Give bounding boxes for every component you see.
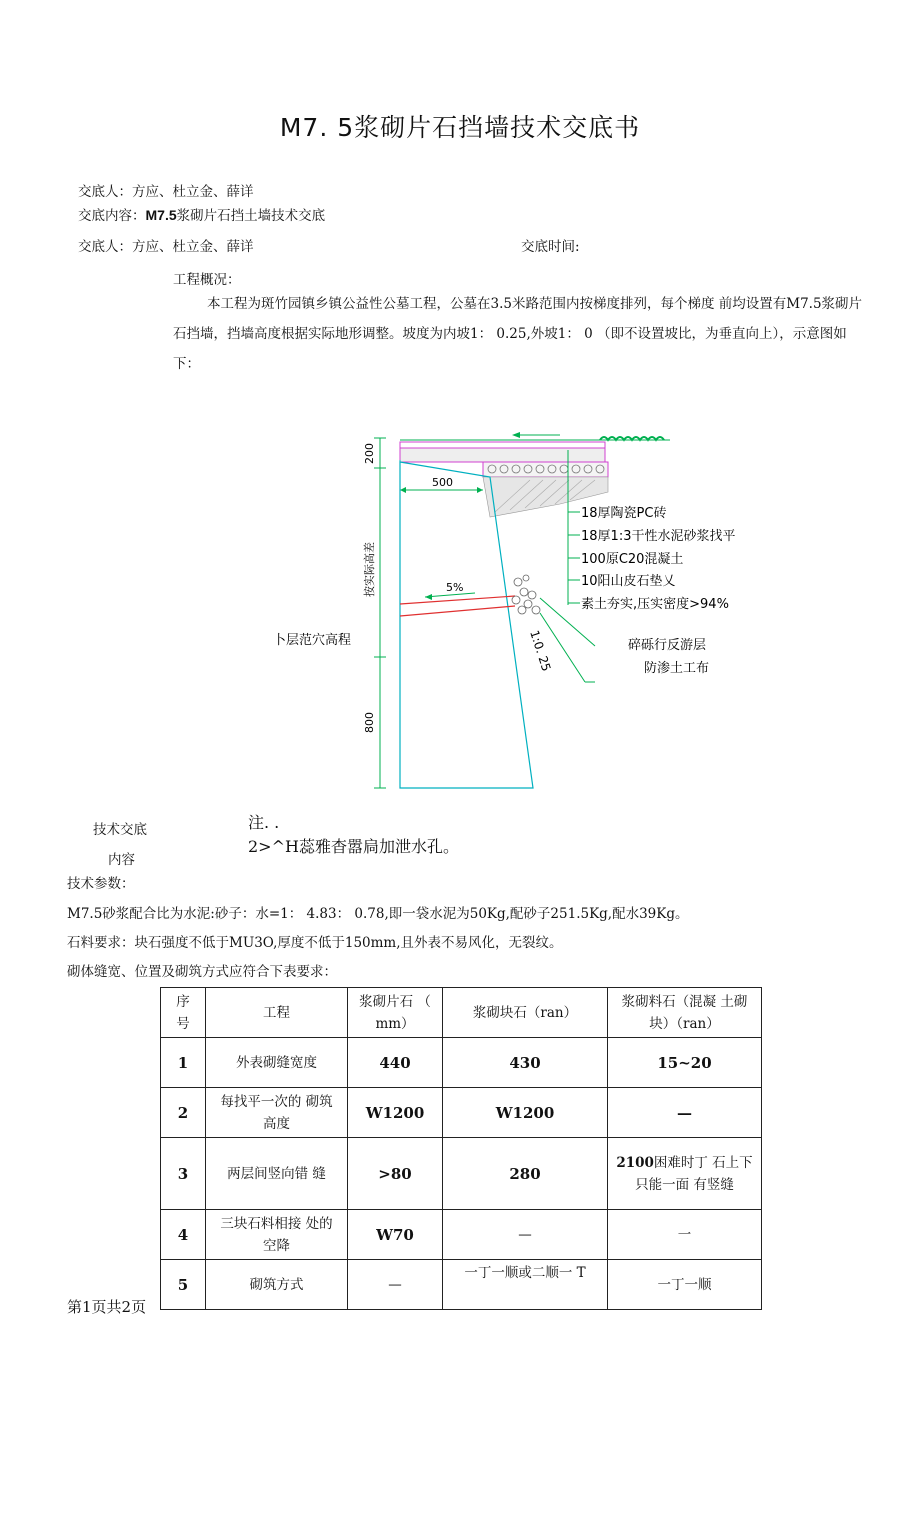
table-cell: 280 xyxy=(443,1138,608,1210)
table-cell: — xyxy=(443,1210,608,1260)
dim-height-label: 按实际高差 xyxy=(363,542,376,597)
table-cell: 一 xyxy=(608,1210,762,1260)
table-row xyxy=(161,1038,762,1088)
table-cell: W1200 xyxy=(443,1088,608,1138)
table-cell: 砌筑方式 xyxy=(206,1260,348,1310)
table-header: 浆砌料石（混凝 土砌 块）（ran） xyxy=(608,988,762,1038)
params-heading: 技术参数： xyxy=(67,876,135,892)
table-header: 浆砌片石 （ mm） xyxy=(348,988,443,1038)
table-cell: 430 xyxy=(443,1038,608,1088)
table-cell-bold: 2100 xyxy=(616,1154,654,1171)
table-cell: 15~20 xyxy=(608,1038,762,1088)
table-row xyxy=(161,1088,762,1138)
notes-left-label-1: 技术交底 xyxy=(93,822,147,838)
table-row xyxy=(161,1210,762,1260)
handover-content-code: M7.5 xyxy=(145,207,177,223)
handover-content-label: 交底内容： xyxy=(78,208,146,224)
table-cell: W70 xyxy=(348,1210,443,1260)
dim-500-label: 500 xyxy=(432,476,453,489)
table-header: 序 号 xyxy=(161,988,206,1038)
table-cell: 2 xyxy=(161,1088,206,1138)
lower-elevation-label: 卜层范穴高程 xyxy=(273,633,352,648)
layer-label: 100原C20混凝土 xyxy=(581,552,684,567)
note-line: 2>^H蕊雅杳嚣扃加泄水孔。 xyxy=(248,837,459,856)
masonry-spec-table xyxy=(160,987,762,1310)
table-row xyxy=(161,1260,762,1310)
table-cell: — xyxy=(348,1260,443,1310)
table-cell: 3 xyxy=(161,1138,206,1210)
handover-time-label: 交底时间: xyxy=(521,239,580,255)
filter-layer-label: 碎砾行反游层 xyxy=(628,638,707,653)
table-cell: 1 xyxy=(161,1038,206,1088)
slope-percent-label: 5% xyxy=(446,581,464,594)
handover-content-line xyxy=(78,204,325,224)
table-intro: 砌体缝宽、位置及砌筑方式应符合下表要求： xyxy=(67,964,337,980)
table-cell: W1200 xyxy=(348,1088,443,1138)
table-header: 浆砌块石（ran） xyxy=(443,988,608,1038)
layer-label: 18厚陶瓷PC砖 xyxy=(581,506,667,521)
dim-800-label: 800 xyxy=(363,712,376,733)
table-cell xyxy=(608,1138,762,1210)
table-cell: 外表砌缝宽度 xyxy=(206,1038,348,1088)
table-cell: — xyxy=(608,1088,762,1138)
table-header-row xyxy=(161,988,762,1038)
table-cell: 两层间竖向错 缝 xyxy=(206,1138,348,1210)
layer-label: 素土夯实,压实密度>94% xyxy=(581,597,729,612)
page-footer: 第1页共2页 xyxy=(67,1298,147,1316)
table-cell: >80 xyxy=(348,1138,443,1210)
overview-paragraph-text: 本工程为斑竹园镇乡镇公益性公墓工程，公墓在3.5米路范围内按梯度排列，每个梯度 前均设置有M7.5浆砌片石挡墙，挡墙高度根据实际地形调整。坡度为内坡1： 0.25,外坡1： 0 （即不设置坡比，为垂直向上），示意图如下： xyxy=(173,296,863,372)
page-title: M7. 5浆砌片石挡墙技术交底书 xyxy=(279,113,641,142)
table-cell: 440 xyxy=(348,1038,443,1088)
layer-label: 10阳山皮石垫乂 xyxy=(581,574,676,589)
overview-paragraph xyxy=(173,289,863,379)
overview-heading: 工程概况： xyxy=(173,272,241,288)
slope-ratio-label: 1:0. 25 xyxy=(527,628,554,674)
params-mortar: M7.5砂浆配合比为水泥:砂子：水=1： 4.83： 0.78,即一袋水泥为50Kg,配砂子251.5Kg,配水39Kg。 xyxy=(67,906,689,922)
table-row xyxy=(161,1138,762,1210)
geotextile-label: 防渗土工布 xyxy=(644,661,710,676)
table-cell: 一丁一顺 xyxy=(608,1260,762,1310)
notes-left-label-2: 内容 xyxy=(108,852,135,868)
handover-content-text: 浆砌片石挡土墙技术交底 xyxy=(176,208,326,224)
table-cell: 每找平一次的 砌筑 高度 xyxy=(206,1088,348,1138)
note-title: 注. . xyxy=(248,813,280,832)
table-cell: 一丁一顺或二顺一 T xyxy=(443,1260,608,1310)
table-cell: 5 xyxy=(161,1260,206,1310)
retaining-wall-diagram xyxy=(240,420,780,800)
table-cell: 三块石料相接 处的 空降 xyxy=(206,1210,348,1260)
table-cell-text: 困难时丁 石上下 只能一面 有竖缝 xyxy=(635,1154,753,1193)
table-header: 工程 xyxy=(206,988,348,1038)
handover-person-line-2: 交底人：方应、杜立金、薛详 xyxy=(78,239,254,255)
layer-label: 18厚1:3干性水泥砂浆找平 xyxy=(581,529,736,544)
handover-person-line: 交底人：方应、杜立金、薛详 xyxy=(78,184,254,200)
params-stone: 石料要求：块石强度不低于MU3O,厚度不低于150mm,且外表不易风化，无裂纹。 xyxy=(67,935,563,951)
table-cell: 4 xyxy=(161,1210,206,1260)
dim-200-label: 200 xyxy=(363,443,376,464)
